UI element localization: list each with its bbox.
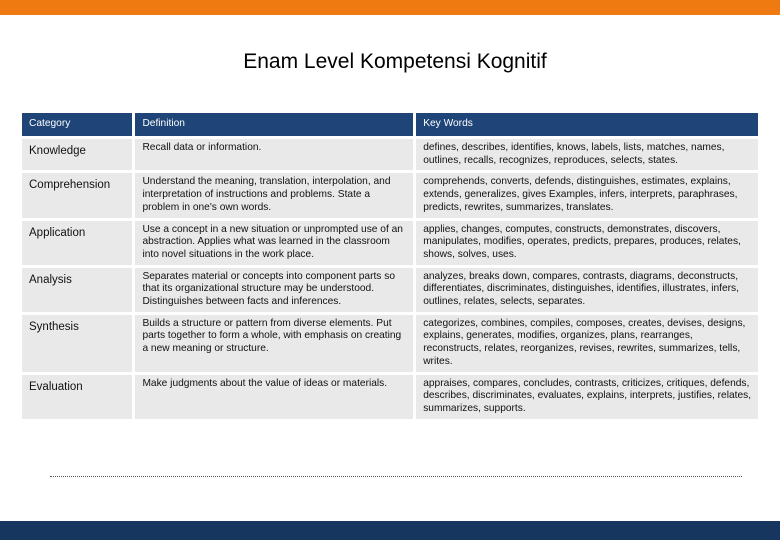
row-category: Evaluation bbox=[22, 375, 132, 419]
row-category: Synthesis bbox=[22, 315, 132, 372]
table-row bbox=[22, 139, 758, 170]
row-keywords: comprehends, converts, defends, distinguishes, estimates, explains, extends, generalizes, gives Examples, infers, interprets, paraphrases, predicts, rewrites, summarizes, translates. bbox=[413, 173, 758, 217]
bottom-footer-bar bbox=[0, 521, 780, 540]
row-keywords: applies, changes, computes, constructs, demonstrates, discovers, manipulates, modifies, operates, predicts, prepares, produces, relates, shows, solves, uses. bbox=[413, 221, 758, 265]
table-row bbox=[22, 221, 758, 265]
header-key-words: Key Words bbox=[413, 113, 758, 136]
table-header-row bbox=[22, 113, 758, 136]
header-definition: Definition bbox=[132, 113, 413, 136]
row-definition: Recall data or information. bbox=[132, 139, 413, 170]
top-accent-bar bbox=[0, 0, 780, 15]
row-keywords: categorizes, combines, compiles, composes, creates, devises, designs, explains, generates, modifies, organizes, plans, rearranges, reconstructs, relates, reorganizes, revises, rewrites, summarizes, tells, writes. bbox=[413, 315, 758, 372]
row-definition: Understand the meaning, translation, interpolation, and interpretation of instructions and problems. State a problem in one's own words. bbox=[132, 173, 413, 217]
table-row bbox=[22, 173, 758, 217]
row-category: Application bbox=[22, 221, 132, 265]
row-category: Analysis bbox=[22, 268, 132, 312]
row-definition: Make judgments about the value of ideas or materials. bbox=[132, 375, 413, 419]
row-definition: Builds a structure or pattern from diverse elements. Put parts together to form a whole, with emphasis on creating a new meaning or structure. bbox=[132, 315, 413, 372]
table-row bbox=[22, 315, 758, 372]
row-definition: Use a concept in a new situation or unprompted use of an abstraction. Applies what was learned in the classroom into novel situations in the work place. bbox=[132, 221, 413, 265]
row-keywords: defines, describes, identifies, knows, labels, lists, matches, names, outlines, recalls, recognizes, reproduces, selects, states. bbox=[413, 139, 758, 170]
row-category: Comprehension bbox=[22, 173, 132, 217]
page-title: Enam Level Kompetensi Kognitif bbox=[243, 50, 547, 73]
header-category: Category bbox=[22, 113, 132, 136]
row-keywords: analyzes, breaks down, compares, contrasts, diagrams, deconstructs, differentiates, discriminates, distinguishes, identifies, illustrates, infers, outlines, relates, selects, separates. bbox=[413, 268, 758, 312]
row-definition: Separates material or concepts into component parts so that its organizational structure may be understood. Distinguishes between facts and inferences. bbox=[132, 268, 413, 312]
competency-table bbox=[22, 110, 758, 422]
table-row bbox=[22, 268, 758, 312]
table-row bbox=[22, 375, 758, 419]
dotted-divider bbox=[50, 476, 742, 477]
row-category: Knowledge bbox=[22, 139, 132, 170]
row-keywords: appraises, compares, concludes, contrasts, criticizes, critiques, defends, describes, discriminates, evaluates, explains, interprets, justifies, relates, summarizes, supports. bbox=[413, 375, 758, 419]
